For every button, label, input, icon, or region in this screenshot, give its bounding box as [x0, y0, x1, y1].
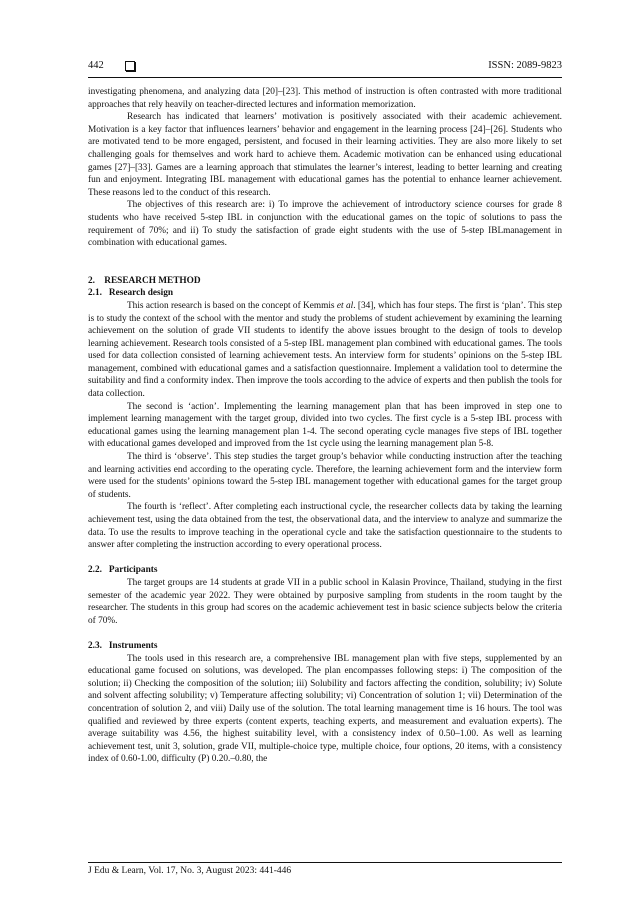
- intro-paragraph-2: Research has indicated that learners’ motivation is positively associated with their academic achievement. Motivation is a key factor that influences learners’ behavior and engagement in the learning process [24]–[26]. Students who are motivated tend to be more engaged, persistent, and focused in their learning activities. They are also more likely to set challenging goals for themselves and work hard to achieve them. Academic motivation can be enhanced using educational games [27]–[33]. Games are a learning approach that stimulates the learner’s interest, leading to better learning and creating fun and enjoyment. Integrating IBL management with educational games has the potential to enhance learner achievement. These reasons led to the conduct of this research.: [88, 112, 562, 198]
- subsection-heading-research-design: 2.1. Research design: [88, 288, 174, 299]
- design-paragraph-action: The second is ‘action’. Implementing the learning management plan that has been improved in step one to implement learning management with the target group, divided into two cycles. The first cycle is a 5-step IBL process with educational games using the learning management plan 1-4. The second operating cycle manages five steps of IBL together with educational games developed and improved from the 1st cycle using the learning management plan 5-8.: [88, 401, 562, 450]
- et-al-italic: et al: [336, 300, 354, 311]
- design-paragraph-reflect: The fourth is ‘reflect’. After completing each instructional cycle, the researcher collects data by taking the learning achievement test, using the data obtained from the test, the observational data, and the interview to analyze and summarize the data. To use the results to improve teaching in the operational cycle and take the satisfaction questionnaire to the students to answer after completing the instruction according to every operational process.: [88, 502, 562, 551]
- page-number: 442: [88, 60, 104, 71]
- design-text-rest: . [34], which has four steps. The first is ‘plan’. This step is to study the context of the school with the mentor and study the problems of student achievement by examining the learning achievement on the solution of grade VII students to identify the above issues brought to the design of tools to develop learning achievement. Research tools consisted of a 5-step IBL management plan combined with educational games. The tools used for data collection consisted of learning achievement tests. An interview form for students’ opinions on the 5-step IBL management, combined with educational games and a satisfaction questionnaire. Implement a validation tool to determine the suitability and find a conformity index. Then improve the tools according to the advice of experts and then publish the tools for data collection.: [88, 300, 563, 400]
- journal-citation: J Edu & Learn, Vol. 17, No. 3, August 2023: 441-446: [88, 866, 292, 876]
- subsection-heading-participants: 2.2. Participants: [88, 565, 158, 576]
- subsection-heading-instruments: 2.3. Instruments: [88, 640, 158, 651]
- section-heading-research-method: 2. RESEARCH METHOD: [88, 275, 201, 286]
- design-paragraph-observe: The third is ‘observe’. This step studies the target group’s behavior while conducting instruction after the teaching and learning activities end according to the operating cycle. Therefore, the learning achievement form and the interview form were used for the students’ opinions toward the 5-step IBL management together with educational games for the target group of students.: [88, 452, 562, 500]
- issn-label: ISSN: 2089-9823: [488, 60, 562, 71]
- participants-paragraph: The target groups are 14 students at grade VII in a public school in Kalasin Province, Thailand, studying in the first semester of the academic year 2022. They were obtained by purposive sampling from students in the room taught by the researcher. The students in this group had scores on the academic achievement test in basic science subjects below the criteria of 70%.: [88, 577, 562, 626]
- article-body: [88, 86, 562, 766]
- page-header: [88, 60, 562, 76]
- design-text-start: This action research is based on the concept of Kemmis: [127, 300, 337, 311]
- footer-divider: [88, 862, 562, 863]
- checkbox-square-icon: [125, 61, 135, 71]
- intro-paragraph-3: The objectives of this research are: i) To improve the achievement of introductory science courses for grade 8 students who have received 5-step IBL in conjunction with the educational games on the topic of solutions to pass the requirement of 70%; and ii) To study the satisfaction of grade eight students with the use of 5-step IBLmanagement in combination with educational games.: [88, 200, 562, 249]
- intro-paragraph-1: investigating phenomena, and analyzing data [20]–[23]. This method of instruction is often contrasted with more traditional approaches that rely heavily on teacher-directed lectures and information memorization.: [88, 87, 562, 110]
- header-divider: [88, 77, 562, 78]
- design-paragraph-plan: [88, 300, 562, 401]
- instruments-paragraph: The tools used in this research are, a comprehensive IBL management plan with five steps, supplemented by an educational game focused on solutions, was developed. The plan encompasses following steps: i) The composition of the solution; ii) Checking the composition of the solution; iii) Solubility and factors affecting the condition, solubility; iv) Solute and solvent affecting solubility; v) Temperature affecting solubility; vi) Concentration of solution 1; vii) Determination of the concentration of solution 2, and viii) Daily use of the solution. The total learning management time is 16 hours. The tool was qualified and reviewed by three experts (content experts, teaching experts, and measurement and evaluation experts). The average suitability was 4.56, the highest suitability level, with a consistency index of 0.50–1.00. As well as learning achievement test, unit 3, solution, grade VII, multiple-choice type, multiple choice, four options, 20 items, with a consistency index of 0.60-1.00, difficulty (P) 0.20.–0.80, the: [88, 653, 562, 765]
